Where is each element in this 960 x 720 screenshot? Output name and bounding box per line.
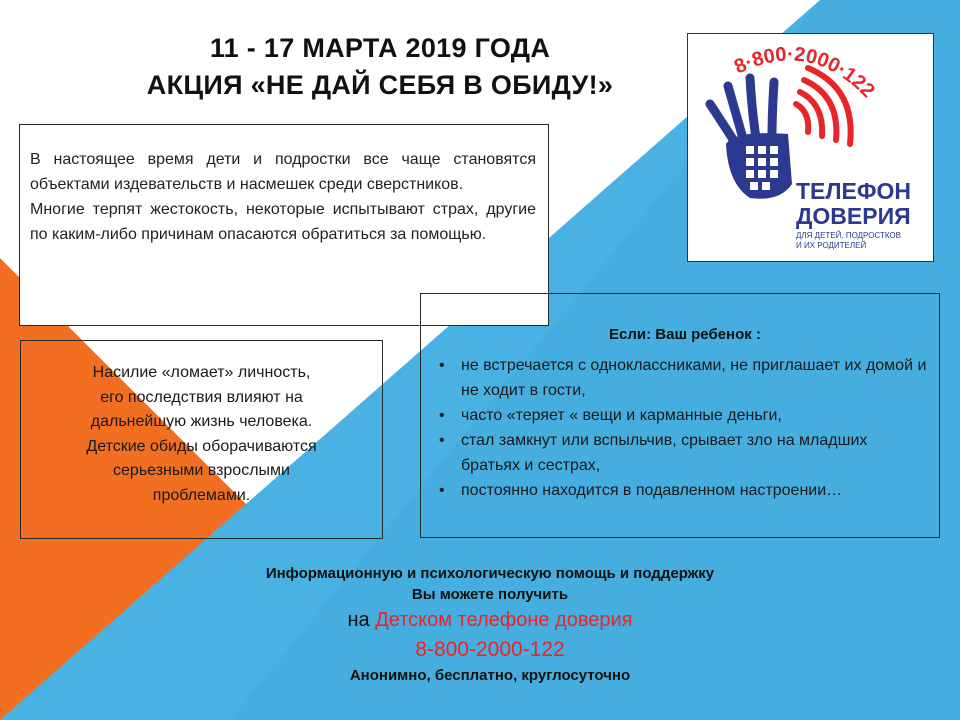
logo-sub-2: И ИХ РОДИТЕЛЕЙ [796, 241, 867, 250]
logo-number: 8·800·2000·122 [730, 43, 879, 103]
intro-paragraph-2: Многие терпят жестокость, некоторые испытывают страх, другие по каким-либо причинам опасаются обратиться за помощью. [30, 201, 536, 243]
bullet-icon: • [439, 407, 445, 424]
page-title [60, 30, 700, 104]
list-item-text: постоянно находится в подавленном настроении… [461, 482, 843, 499]
violence-box [20, 340, 383, 539]
title-line-2: АКЦИЯ «НЕ ДАЙ СЕБЯ В ОБИДУ!» [146, 70, 614, 100]
violence-line: проблемами. [152, 486, 251, 504]
list-item-text: стал замкнут или вспыльчив, срывает зло на младших братьях и сестрах, [461, 432, 868, 474]
warning-signs-list [431, 353, 929, 503]
contact-line-2: Вы можете получить [411, 586, 569, 603]
contact-info [140, 563, 840, 686]
bullet-icon: • [439, 432, 445, 449]
title-line-1: 11 - 17 МАРТА 2019 ГОДА [209, 33, 551, 63]
helpline-logo [687, 33, 934, 262]
bullet-icon: • [439, 357, 445, 374]
list-item [431, 428, 929, 478]
violence-line: Детские обиды оборачиваются [86, 437, 317, 455]
list-item [431, 353, 929, 403]
list-item [431, 478, 929, 503]
contact-line-3 [140, 605, 840, 635]
violence-line: его последствия влияют на [100, 388, 303, 406]
contact-line-5: Анонимно, бесплатно, круглосуточно [349, 667, 631, 684]
violence-line: серьезными взрослыми [113, 462, 290, 479]
warning-signs-heading: Если: Ваш ребенок : [609, 326, 761, 343]
contact-line-1: Информационную и психологическую помощь и поддержку [265, 565, 715, 582]
violence-line: Насилие «ломает» личность, [92, 364, 311, 381]
logo-line-2: ДОВЕРИЯ [796, 203, 911, 229]
list-item [431, 403, 929, 428]
warning-signs-box [420, 293, 940, 538]
service-name: Детском телефоне доверия [375, 609, 633, 631]
list-item-text: часто «теряет « вещи и карманные деньги, [461, 407, 782, 424]
bullet-icon: • [439, 482, 445, 499]
list-item-text: не встречается с одноклассниками, не приглашает их домой и не ходит в гости, [461, 357, 927, 399]
helpline-logo-graphic [688, 34, 933, 261]
contact-prefix: на [347, 609, 370, 631]
intro-paragraph-1: В настоящее время дети и подростки все чаще становятся объектами издевательств и насмешек среди сверстников. [30, 151, 536, 193]
logo-line-1: ТЕЛЕФОН [796, 178, 911, 204]
logo-sub-1: ДЛЯ ДЕТЕЙ, ПОДРОСТКОВ [796, 231, 901, 240]
violence-line: дальнейшую жизнь человека. [90, 413, 313, 430]
phone-number: 8-800-2000-122 [415, 638, 565, 661]
